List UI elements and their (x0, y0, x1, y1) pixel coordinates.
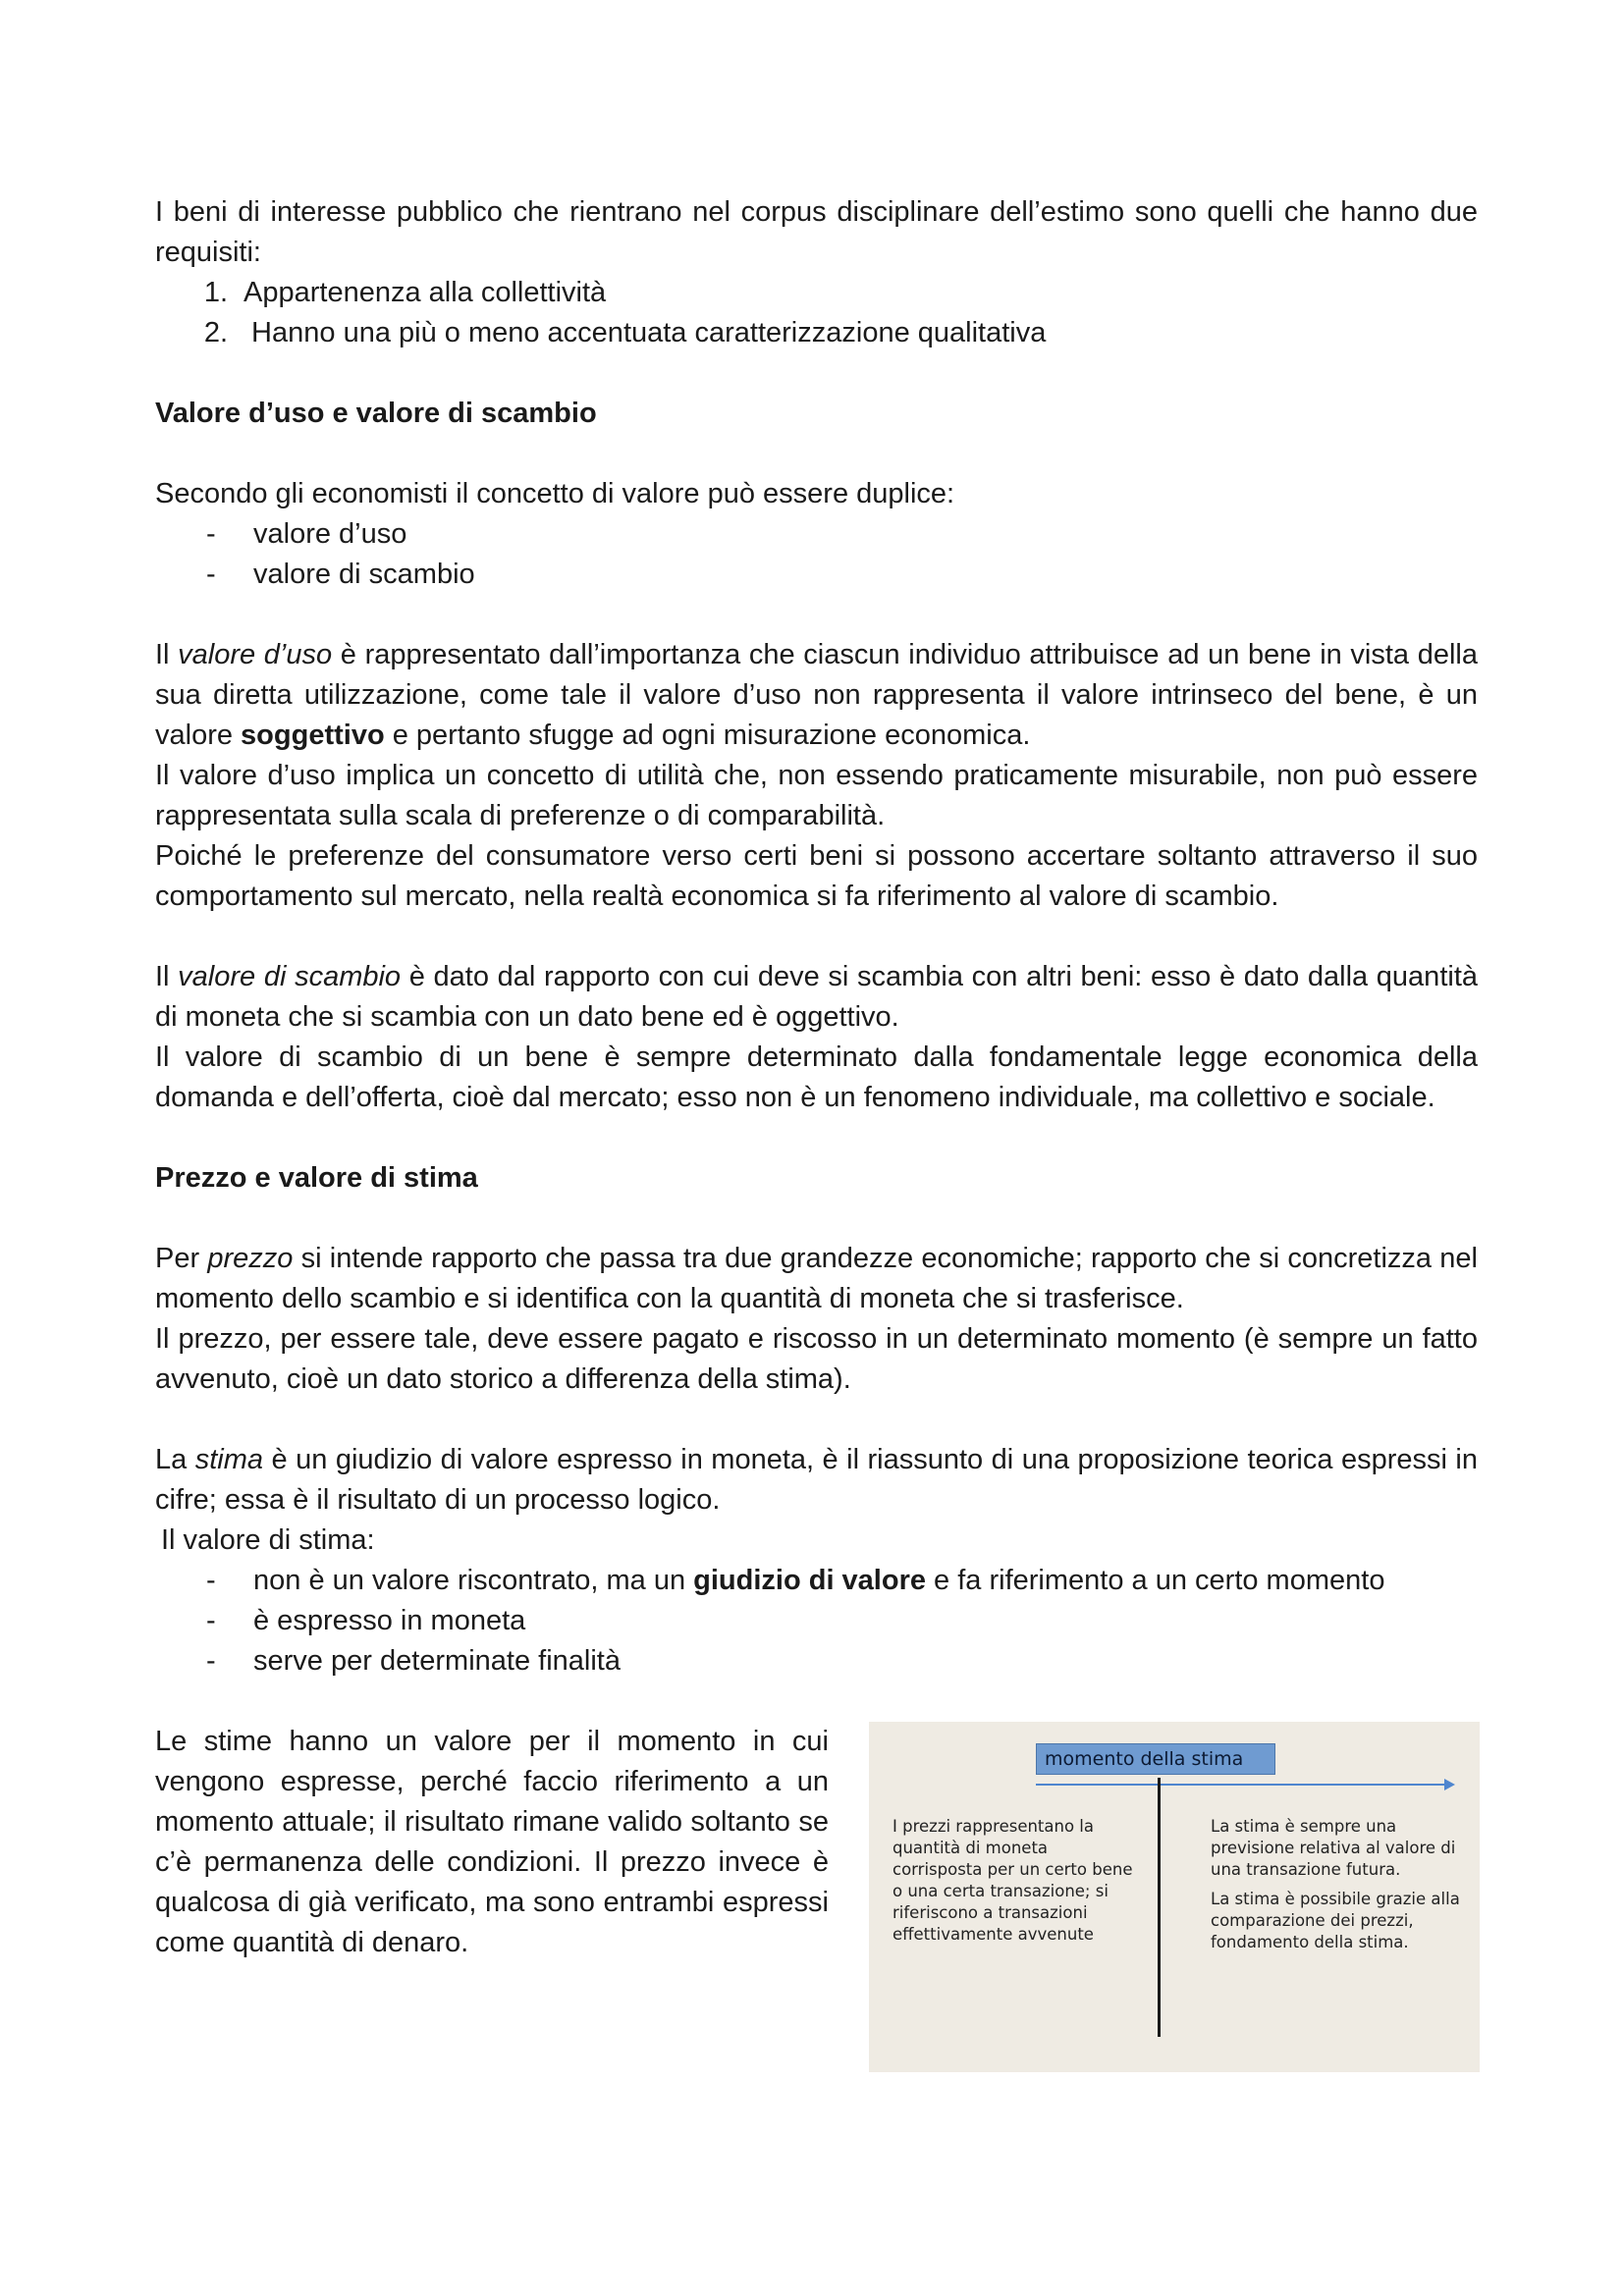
text-run: si intende rapporto che passa tra due grandezze economiche; rapporto che si concretizza nel momento dello scambio e si identifica con la quantità di moneta che si trasferisce. (155, 1243, 1478, 1314)
dash-bullet: - (206, 559, 216, 590)
dash-bullet: - (206, 1565, 216, 1596)
text-run: è rappresentato dall’importanza che ciascun individuo attribuisce ad un bene in vista della sua diretta utilizzazione, come tale il valore d’uso non rappresenta il valore intrinseco del bene, è un valore (155, 639, 1478, 751)
valore-uso-paragraph (155, 635, 1478, 756)
intro-paragraph: I beni di interesse pubblico che rientrano nel corpus disciplinare dell’estimo sono quelli che hanno due requisiti: (155, 196, 1478, 268)
text-run: Per (155, 1243, 208, 1274)
requirements-list (155, 273, 1478, 353)
valore-stima-lead: Il valore di stima: (161, 1524, 375, 1556)
text-run: non è un valore riscontrato, ma un (253, 1565, 694, 1596)
emphasis-stima: stima (194, 1444, 264, 1475)
list-number: 1. (203, 277, 228, 308)
section-heading-valore: Valore d’uso e valore di scambio (155, 398, 597, 429)
list-item (155, 1641, 1478, 1682)
list-item-text: valore d’uso (253, 518, 407, 550)
utilita-paragraph: Il valore d’uso implica un concetto di utilità che, non essendo praticamente misurabile, non può essere rappresentata sulla scala di preferenze o di comparabilità. (155, 760, 1478, 831)
emphasis-valore-uso: valore d’uso (178, 639, 333, 670)
list-item (155, 1561, 1478, 1601)
value-types-list (155, 514, 1478, 595)
text-run: è un giudizio di valore espresso in moneta, è il riassunto di una proposizione teorica espressi in cifre; essa è il risultato di un processo logico. (155, 1444, 1478, 1516)
text-run: è dato dal rapporto con cui deve si scambia con altri beni: esso è dato dalla quantità di moneta che si scambia con un dato bene ed è oggettivo. (155, 961, 1479, 1033)
momento-della-stima-diagram (869, 1722, 1480, 2072)
closing-section (155, 1722, 1478, 2072)
text-run: Il (155, 639, 179, 670)
text-run: e pertanto sfugge ad ogni misurazione economica. (384, 720, 1031, 751)
list-item-text (253, 1561, 1384, 1601)
list-item (155, 273, 1478, 313)
list-item-text: valore di scambio (253, 559, 475, 590)
diagram-label: momento della stima (1036, 1743, 1275, 1775)
emphasis-valore-scambio: valore di scambio (178, 961, 402, 992)
diagram-right-text (1211, 1816, 1468, 1953)
dash-bullet: - (206, 1605, 216, 1636)
valore-scambio-paragraph (155, 957, 1478, 1038)
text-run: Il (155, 961, 179, 992)
strong-giudizio-di-valore: giudizio di valore (693, 1565, 926, 1596)
dash-bullet: - (206, 1645, 216, 1677)
list-item (155, 313, 1478, 353)
list-item (155, 514, 1478, 555)
text-run: e fa riferimento a un certo momento (926, 1565, 1385, 1596)
arrowhead-icon (1444, 1779, 1455, 1790)
divider-line (1158, 1778, 1161, 2037)
list-item-text: è espresso in moneta (253, 1605, 526, 1636)
prezzo-paragraph (155, 1239, 1478, 1319)
list-item-text: Hanno una più o meno accentuata caratterizzazione qualitativa (243, 317, 1047, 348)
list-item-text: Appartenenza alla collettività (243, 277, 607, 308)
mercato-paragraph: Il valore di scambio di un bene è sempre determinato dalla fondamentale legge economica della domanda e dell’offerta, cioè dal mercato; esso non è un fenomeno individuale, ma collettivo e sociale. (155, 1041, 1478, 1113)
stima-properties-list (155, 1561, 1478, 1682)
closing-paragraph: Le stime hanno un valore per il momento in cui vengono espresse, perché faccio riferimento a un momento attuale; il risultato rimane valido soltanto se c’è permanenza delle condizioni. Il prezzo invece è qualcosa di già verificato, ma sono entrambi espressi come quantità di denaro. (155, 1726, 829, 1958)
text-run: La (155, 1444, 195, 1475)
preferenze-paragraph: Poiché le preferenze del consumatore verso certi beni si possono accertare soltanto attraverso il suo comportamento sul mercato, nella realtà economica si fa riferimento al valore di scambio. (155, 840, 1478, 912)
timeline-arrow (1036, 1784, 1448, 1786)
dash-bullet: - (206, 518, 216, 550)
stima-paragraph (155, 1440, 1478, 1521)
list-item-text: serve per determinate finalità (253, 1645, 621, 1677)
list-item (155, 555, 1478, 595)
emphasis-prezzo: prezzo (207, 1243, 294, 1274)
diagram-right-text-1: La stima è sempre una previsione relativa al valore di una transazione futura. (1211, 1817, 1456, 1879)
list-item (155, 1601, 1478, 1641)
prezzo-pagato-paragraph: Il prezzo, per essere tale, deve essere pagato e riscosso in un determinato momento (è sempre un fatto avvenuto, cioè un dato storico a differenza della stima). (155, 1323, 1478, 1395)
document-page (155, 192, 1478, 2072)
diagram-right-text-2: La stima è possibile grazie alla comparazione dei prezzi, fondamento della stima. (1211, 1890, 1460, 1951)
diagram-left-text: I prezzi rappresentano la quantità di moneta corrisposta per un certo bene o una certa transazione; si riferiscono a transazioni effettivamente avvenute (893, 1817, 1133, 1944)
section1-lead: Secondo gli economisti il concetto di valore può essere duplice: (155, 478, 955, 509)
strong-soggettivo: soggettivo (241, 720, 385, 751)
section-heading-prezzo: Prezzo e valore di stima (155, 1162, 478, 1194)
list-number: 2. (203, 317, 228, 348)
